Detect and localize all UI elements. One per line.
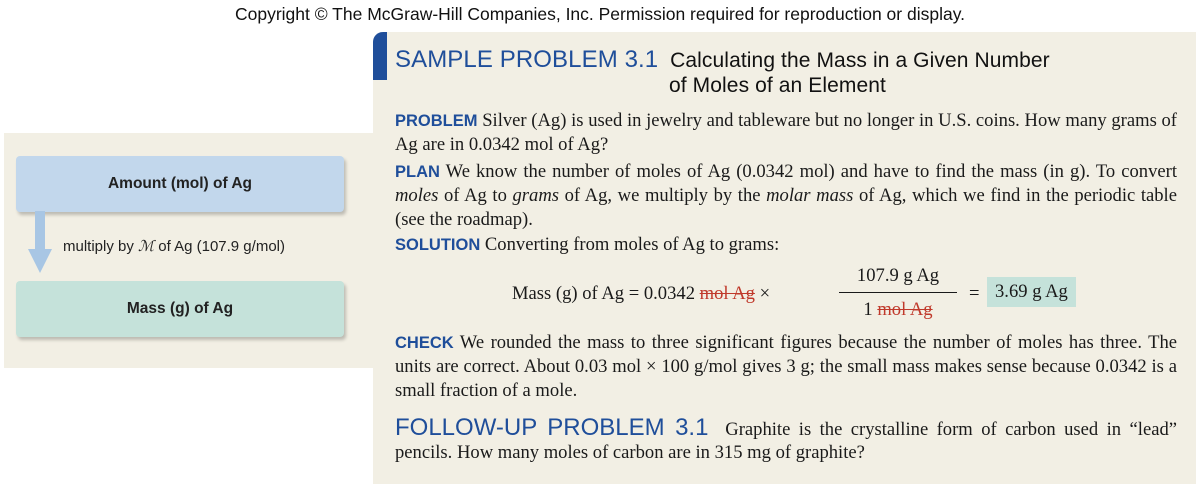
- problem-header: [395, 46, 1050, 74]
- down-arrow-icon: [28, 211, 52, 273]
- check-text: We rounded the mass to three significant figures because the number of moles has three. The units are correct. About 0.03 mol × 100 g/mol gives 3 g; the small mass makes sense because 0.0342 is a small fraction of a mole.: [395, 332, 1177, 401]
- fraction-bar: [839, 292, 957, 293]
- cancelled-unit: mol Ag: [699, 283, 755, 304]
- roadmap-mass-box: Mass (g) of Ag: [16, 281, 344, 337]
- check-label: CHECK: [395, 334, 454, 352]
- plan-label: PLAN: [395, 163, 440, 181]
- sample-problem-label: SAMPLE PROBLEM 3.1: [395, 46, 659, 73]
- header-title-line2: of Moles of an Element: [669, 74, 886, 97]
- problem-statement: [395, 109, 1177, 157]
- equation-lhs: Mass (g) of Ag = 0.0342 mol Ag ×: [512, 283, 771, 304]
- problem-text: Silver (Ag) is used in jewelry and tableware but no longer in U.S. coins. How many grams of Ag are in 0.0342 mol of Ag?: [395, 110, 1177, 156]
- problem-label: PROBLEM: [395, 112, 478, 130]
- roadmap-conversion-step: multiply by ℳ of Ag (107.9 g/mol): [63, 237, 285, 255]
- follow-up-text: Graphite is the crystalline form of carbon used in “lead” pencils. How many moles of carbon are in 315 mg of graphite?: [395, 419, 1177, 464]
- fraction-numerator: 107.9 g Ag: [856, 265, 940, 286]
- panel-accent-tab: [373, 32, 387, 80]
- equals-sign: =: [969, 283, 980, 304]
- solution-label: SOLUTION: [395, 236, 481, 254]
- answer-highlight: 3.69 g Ag: [987, 277, 1076, 307]
- header-title-line1: Calculating the Mass in a Given Number: [670, 49, 1050, 72]
- follow-up-section: [395, 416, 1177, 465]
- solution-text: Converting from moles of Ag to grams:: [484, 234, 780, 255]
- solution-section: [395, 233, 1177, 257]
- roadmap-panel: [4, 133, 376, 368]
- follow-up-label: FOLLOW-UP PROBLEM 3.1: [395, 414, 709, 441]
- check-section: [395, 331, 1177, 402]
- roadmap-amount-box: Amount (mol) of Ag: [16, 156, 344, 212]
- plan-section: PLAN We know the number of moles of Ag (0.0342 mol) and have to find the mass (in g). To convert moles of Ag to grams of Ag, we multiply by the molar mass of Ag, which we find in the periodic table (see the roadmap).: [395, 161, 1178, 230]
- fraction-denominator: 1 mol Ag: [863, 299, 933, 320]
- copyright-notice: Copyright © The McGraw-Hill Companies, Inc. Permission required for reproduction or display.: [234, 4, 966, 24]
- molar-mass-fraction: [839, 265, 957, 321]
